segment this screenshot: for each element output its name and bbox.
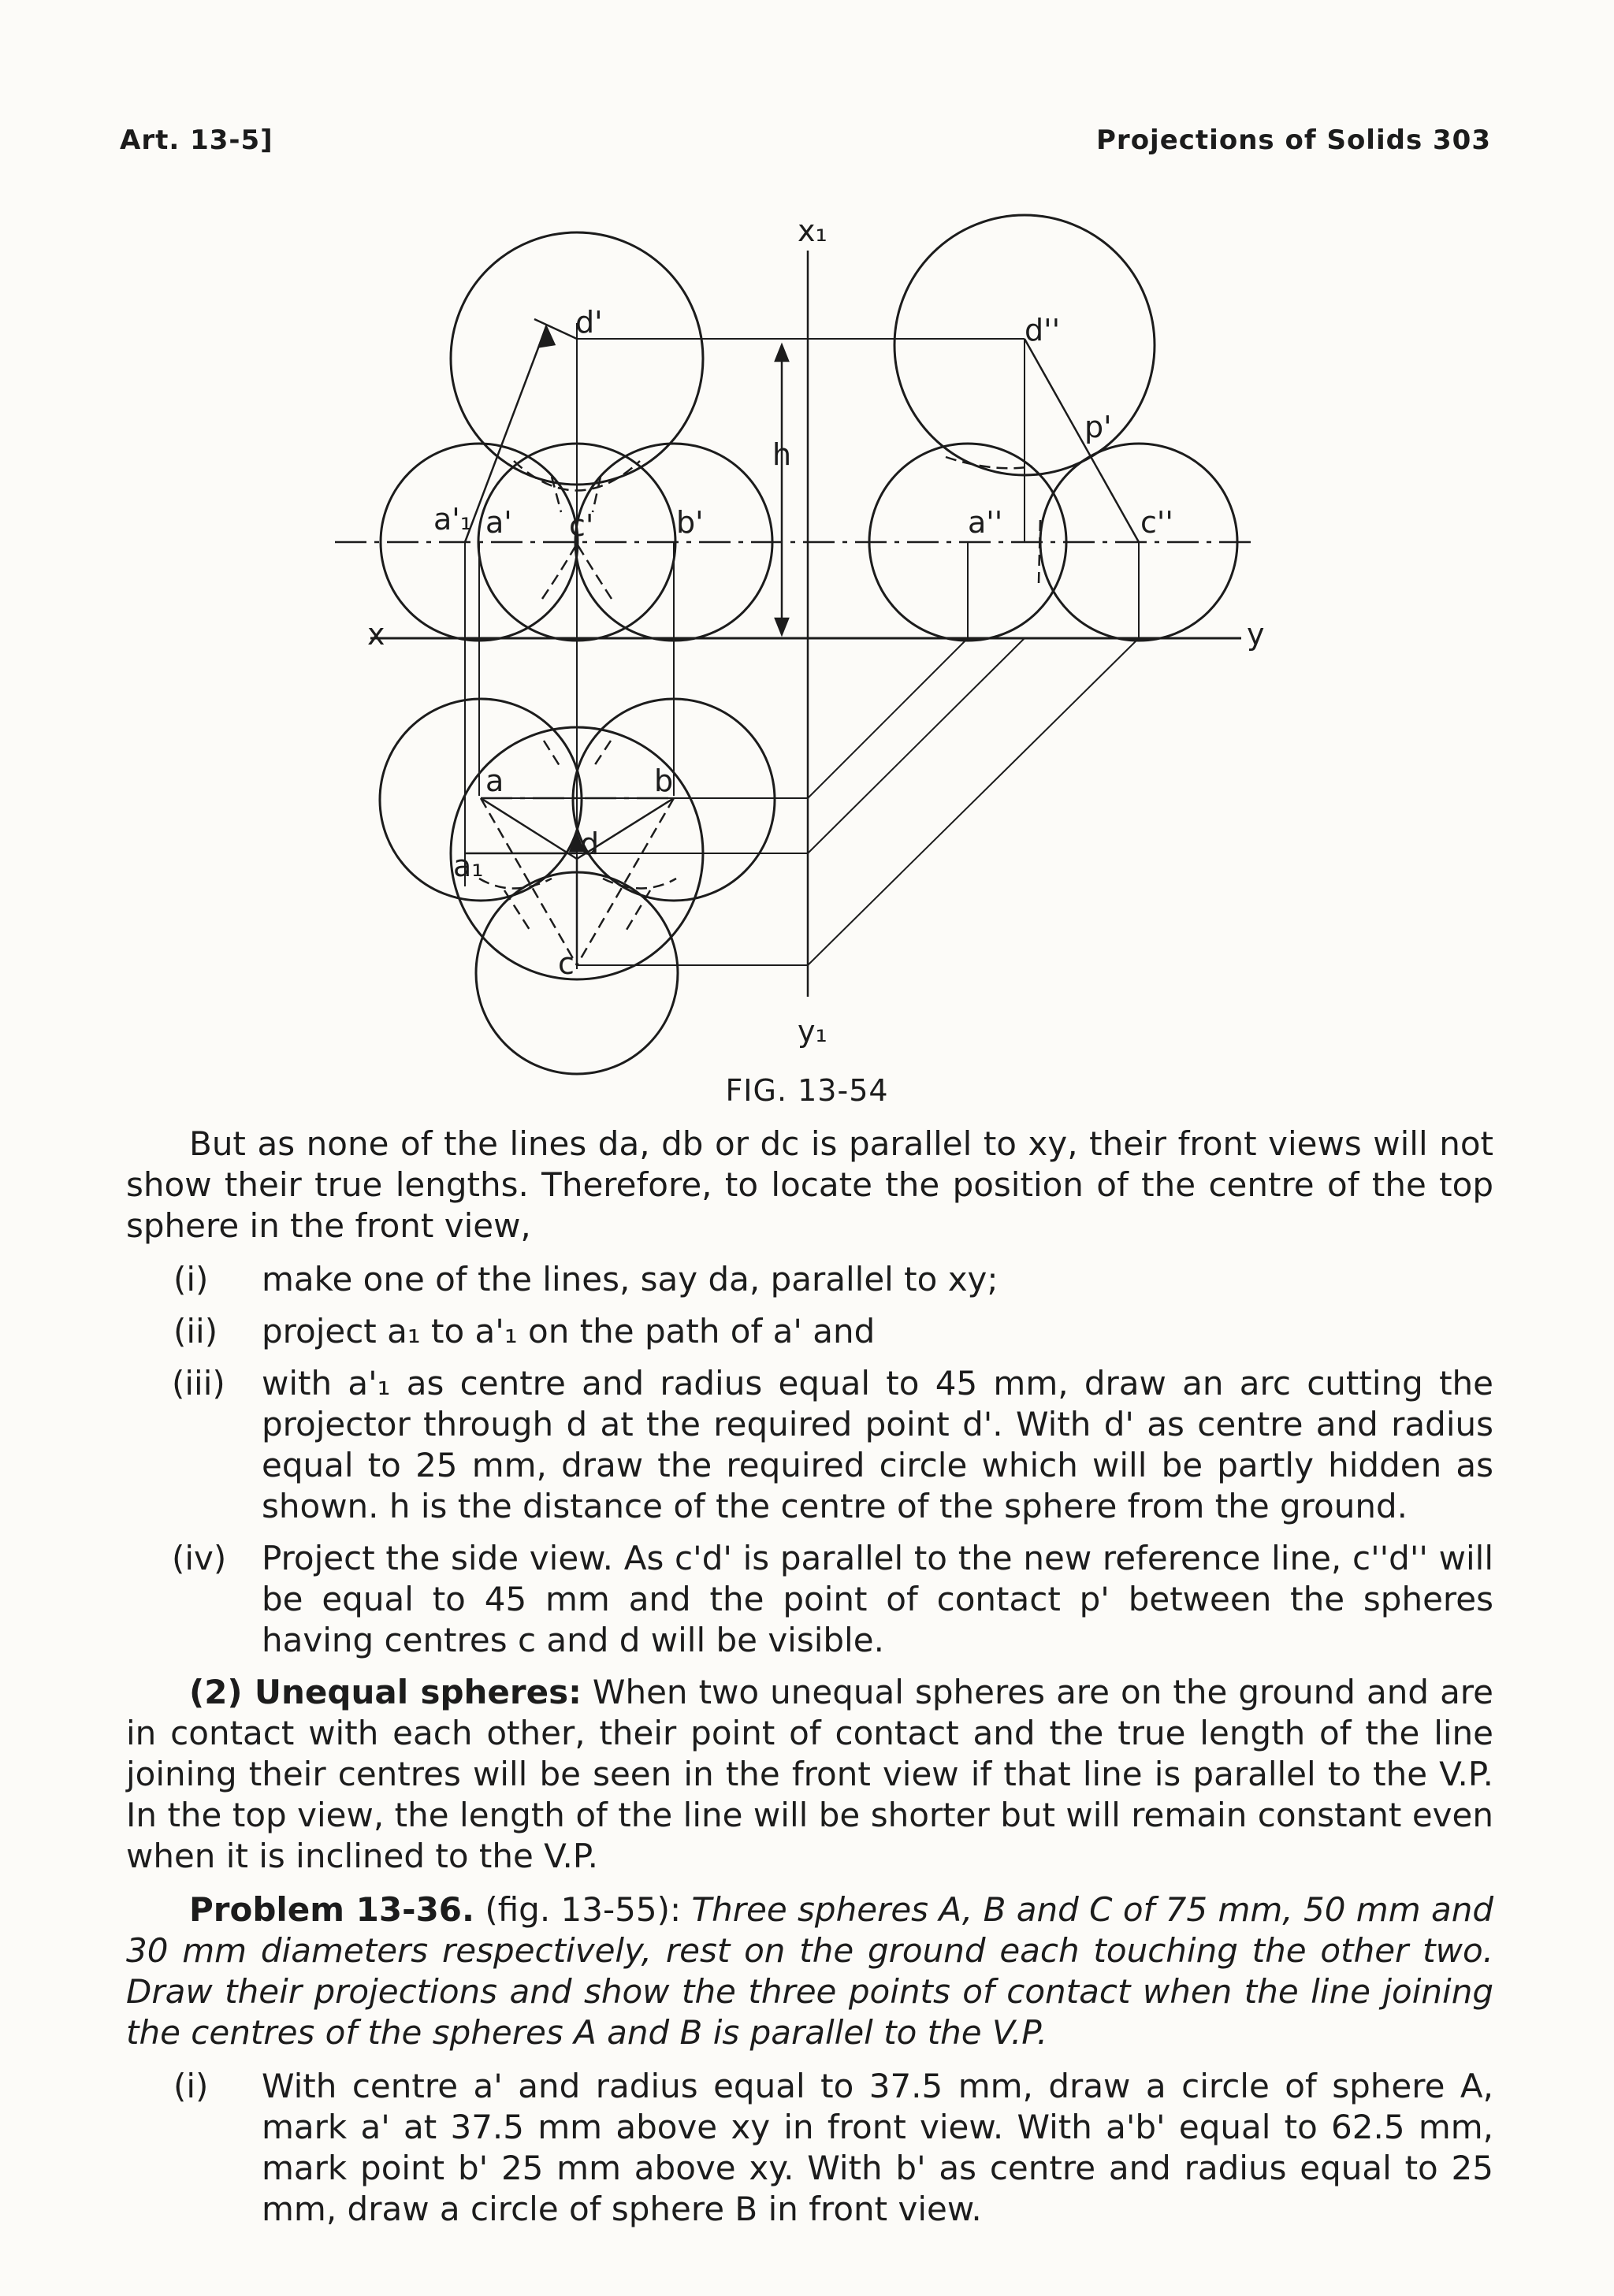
- label-h: h: [772, 437, 792, 472]
- body-text: [126, 1124, 1493, 2241]
- label-y: y: [1247, 617, 1265, 652]
- running-title-page-number: Projections of Solids 303: [1096, 124, 1491, 156]
- label-d-dprime: d'': [1025, 313, 1061, 347]
- problem-13-36: [126, 1889, 1493, 2053]
- label-x1: x₁: [798, 214, 827, 248]
- step-text: with a'₁ as centre and radius equal to 45 mm, draw an arc cutting the projector through d at the required point d'. With d' as centre and radius equal to 25 mm, draw the required circle which will be partly hidden as shown. h is the distance of the centre of the sphere from the ground.: [262, 1364, 1493, 1525]
- problem-statement: Three spheres A, B and C of 75 mm, 50 mm and 30 mm diameters respectively, rest on the ground each touching the other two. Draw their projections and show the three points of contact when the line joining the centres of the spheres A and B is parallel to the V.P.: [126, 1890, 1493, 2052]
- section-body: When two unequal spheres are on the ground and are in contact with each other, their point of contact and the true length of the line joining their centres will be seen in the front view if that line is parallel to the V.P. In the top view, the length of the line will be shorter but will remain constant even when it is inclined to the V.P.: [126, 1673, 1493, 1875]
- label-p-prime: p': [1084, 410, 1112, 444]
- problem-reference: (fig. 13-55):: [474, 1890, 692, 1929]
- label-d: d: [580, 827, 600, 861]
- label-c-dprime: c'': [1140, 505, 1173, 540]
- label-a-dprime: a'': [968, 505, 1003, 540]
- problem-heading: Problem 13-36.: [189, 1890, 474, 1929]
- label-y1: y₁: [798, 1014, 827, 1049]
- step-text: Project the side view. As c'd' is parallel to the new reference line, c''d'' will be equal to 45 mm and the point of contact p' between the spheres having centres c and d will be visible.: [262, 1539, 1493, 1659]
- label-a: a: [485, 763, 504, 798]
- step-text: make one of the lines, say da, parallel to xy;: [262, 1260, 999, 1298]
- label-a1: a₁: [453, 849, 484, 883]
- section-reference: Art. 13-5]: [120, 124, 273, 156]
- solution-step-i: [126, 2066, 1493, 2230]
- paragraph-unequal-spheres: [126, 1672, 1493, 1877]
- label-c: c: [558, 946, 575, 981]
- section-heading: (2) Unequal spheres:: [189, 1673, 582, 1711]
- figure-caption: FIG. 13-54: [725, 1073, 889, 1108]
- step-iv: [126, 1538, 1493, 1661]
- step-number: (ii): [173, 1312, 218, 1350]
- step-iii: [126, 1363, 1493, 1527]
- step-number: (i): [173, 1260, 209, 1298]
- step-number: (iv): [172, 1539, 227, 1577]
- arc-arrow: [539, 327, 554, 347]
- step-i: [126, 1259, 1493, 1300]
- label-d-prime: d': [575, 305, 603, 340]
- label-b-prime: b': [676, 505, 704, 540]
- front-construction: [465, 319, 1139, 542]
- paragraph-1: But as none of the lines da, db or dc is parallel to xy, their front views will not show their true lengths. Therefore, to locate the position of the centre of the top sphere in the front view,: [126, 1124, 1493, 1245]
- figure-13-54: [0, 0, 1614, 1103]
- label-b: b: [654, 763, 674, 798]
- label-a1-prime: a'₁: [433, 502, 472, 537]
- step-text: project a₁ to a'₁ on the path of a' and: [262, 1312, 876, 1350]
- step-number: (i): [173, 2067, 209, 2105]
- h-dimension: [775, 345, 788, 634]
- step-text: With centre a' and radius equal to 37.5 mm, draw a circle of sphere A, mark a' at 37.5 mm above xy in front view. With a'b' equal to 62.5 mm, mark point b' 25 mm above xy. With b' as centre and radius equal to 25 mm, draw a circle of sphere B in front view.: [262, 2067, 1493, 2228]
- step-number: (iii): [172, 1364, 225, 1402]
- label-a-prime: a': [485, 505, 512, 540]
- top-view-lines: [465, 798, 674, 965]
- label-x: x: [367, 617, 385, 652]
- step-ii: [126, 1311, 1493, 1352]
- label-c-prime: c': [569, 508, 594, 543]
